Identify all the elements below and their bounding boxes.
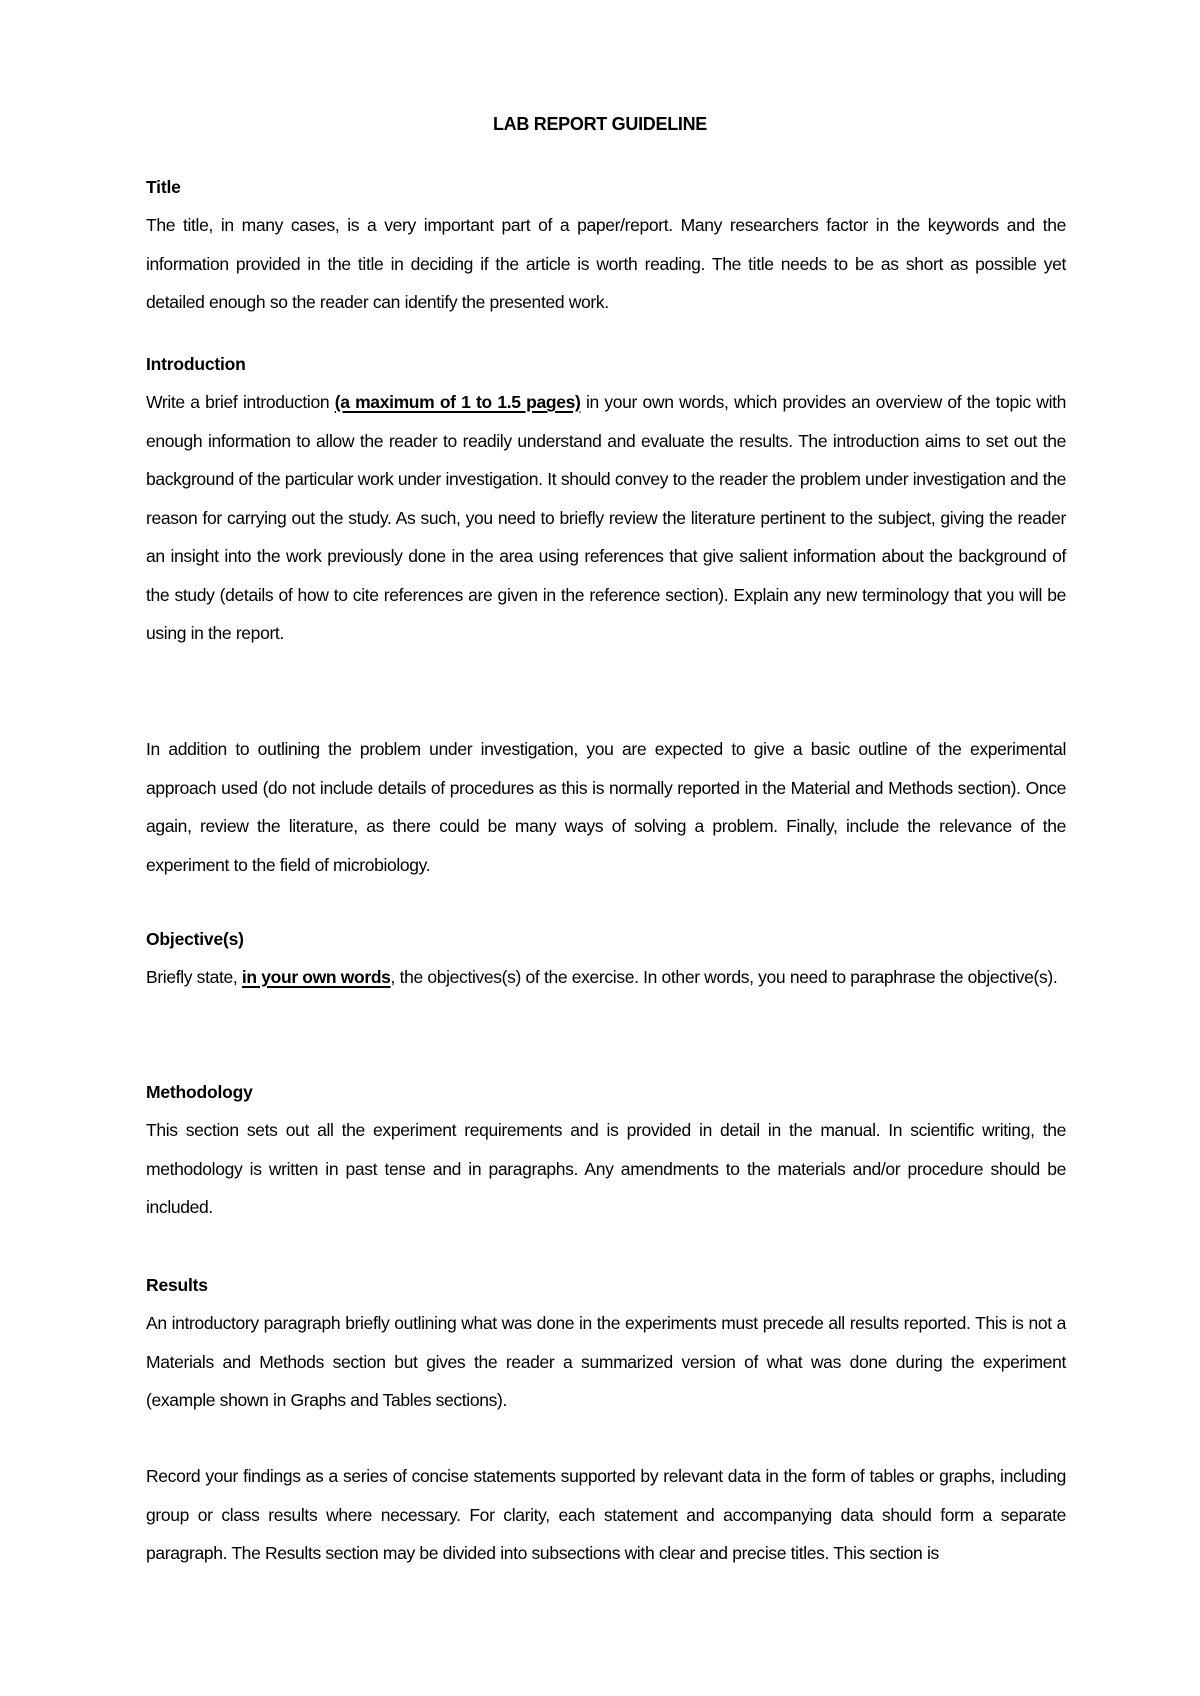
introduction-paragraph-1 — [146, 383, 1066, 653]
section-heading-title: Title — [146, 177, 181, 197]
title-paragraph: The title, in many cases, is a very important part of a paper/report. Many researchers factor in the keywords and the information provided in the title in deciding if the article is worth reading. The title needs to be as short as possible yet detailed enough so the reader can identify the presented work. — [146, 215, 1066, 312]
section-results — [146, 1266, 1066, 1420]
section-heading-objectives: Objective(s) — [146, 929, 244, 949]
objectives-p1-before: Briefly state, — [146, 967, 242, 987]
section-heading-methodology: Methodology — [146, 1082, 253, 1102]
objectives-p1-after: , the objectives(s) of the exercise. In other words, you need to paraphrase the objective(s). — [390, 967, 1058, 987]
results-paragraph-2: Record your findings as a series of concise statements supported by relevant data in the form of tables or graphs, including group or class results where necessary. For clarity, each statement and accompanying data should form a separate paragraph. The Results section may be divided into subsections with clear and precise titles. This section is — [146, 1466, 1066, 1563]
section-results-continued — [146, 1457, 1066, 1573]
introduction-paragraph-2: In addition to outlining the problem under investigation, you are expected to give a basic outline of the experimental approach used (do not include details of procedures as this is normally reported in the Material and Methods section). Once again, review the literature, as there could be many ways of solving a problem. Finally, include the relevance of the experiment to the field of microbiology. — [146, 739, 1066, 875]
introduction-p1-before: Write a brief introduction — [146, 392, 335, 412]
results-paragraph-1: An introductory paragraph briefly outlining what was done in the experiments must precede all results reported. This is not a Materials and Methods section but gives the reader a summarized version of what was done during the experiment (example shown in Graphs and Tables sections). — [146, 1313, 1066, 1410]
methodology-paragraph: This section sets out all the experiment requirements and is provided in detail in the manual. In scientific writing, the methodology is written in past tense and in paragraphs. Any amendments to the materials and/or procedure should be included. — [146, 1120, 1066, 1217]
section-methodology — [146, 1073, 1066, 1227]
section-heading-introduction: Introduction — [146, 354, 246, 374]
section-introduction — [146, 345, 1066, 653]
section-objectives — [146, 920, 1066, 997]
section-heading-results: Results — [146, 1275, 208, 1295]
document-title: LAB REPORT GUIDELINE — [492, 114, 707, 134]
objectives-paragraph — [146, 958, 1066, 997]
objectives-p1-emphasis: in your own words — [241, 967, 391, 987]
introduction-p1-after: in your own words, which provides an overview of the topic with enough information to allow the reader to readily understand and evaluate the results. The introduction aims to set out the background of the particular work under investigation. It should convey to the reader the problem under investigation and the reason for carrying out the study. As such, you need to briefly review the literature pertinent to the subject, giving the reader an insight into the work previously done in the area using references that give salient information about the background of the study (details of how to cite references are given in the reference section). Explain any new terminology that you will be using in the report. — [146, 392, 1067, 643]
section-title — [146, 168, 1066, 322]
introduction-p1-emphasis: (a maximum of 1 to 1.5 pages) — [334, 392, 581, 412]
section-introduction-continued — [146, 730, 1066, 884]
